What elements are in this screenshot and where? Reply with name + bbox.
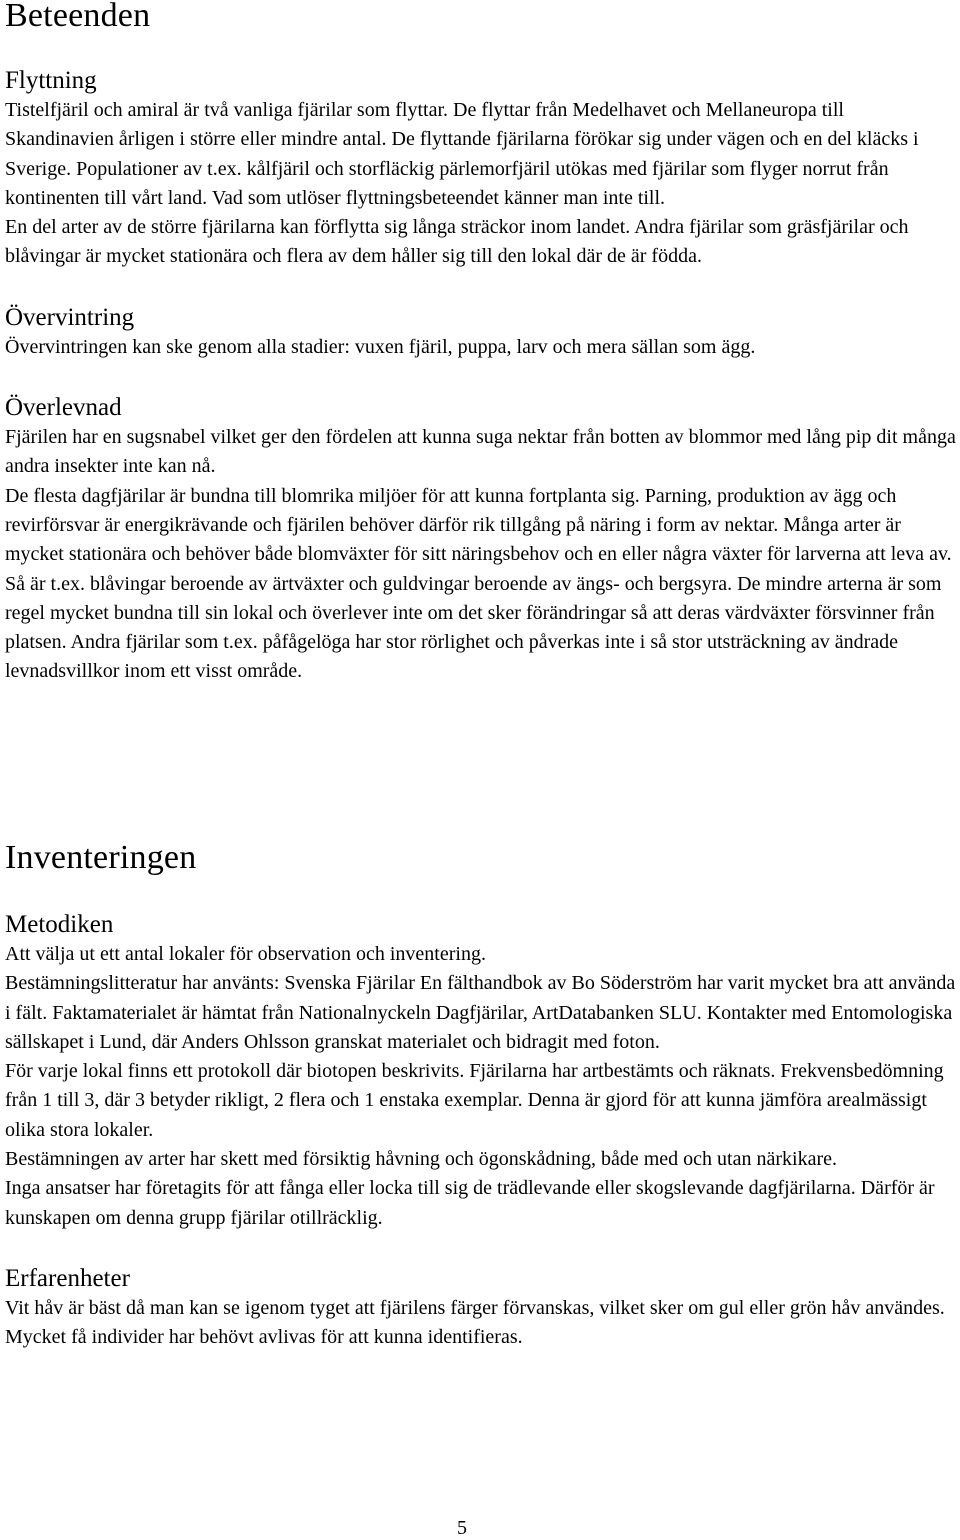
paragraph: Vit håv är bäst då man kan se igenom tyget att fjärilens färger förvanskas, vilket sker om gul eller grön håv användes. Mycket få individer har behövt avlivas för att kunna identifieras. bbox=[5, 1296, 945, 1349]
subsection-heading: Överlevnad bbox=[5, 394, 122, 422]
section-title: Beteenden bbox=[5, 0, 151, 34]
subsection-heading: Erfarenheter bbox=[5, 1264, 130, 1292]
paragraph: Att välja ut ett antal lokaler för observation och inventering. bbox=[5, 943, 486, 965]
section-inventeringen bbox=[5, 840, 957, 1353]
section-title: Inventeringen bbox=[5, 839, 197, 876]
paragraph: En del arter av de större fjärilarna kan förflytta sig långa sträckor inom landet. Andra fjärilar som gräsfjärilar och blåvingar är mycket stationära och flera av dem håller sig till den lokal där de är födda. bbox=[5, 216, 909, 268]
paragraph: Tistelfjäril och amiral är två vanliga fjärilar som flyttar. De flyttar från Medelhavet och Mellaneuropa till Skandinavien årligen i större eller mindre antal. De flyttande fjärilarna förökar sig under vägen och en del kläcks i Sverige. Populationer av t.ex. kålfjäril och storfläckig pärlemorfjäril utökas med fjärilar som flyger norrut från kontinenten till vårt land. Vad som utlöser flyttningsbeteendet känner man inte till. bbox=[5, 99, 919, 209]
section-beteenden bbox=[5, 0, 957, 687]
paragraph: Övervintringen kan ske genom alla stadier: vuxen fjäril, puppa, larv och mera sällan som ägg. bbox=[5, 335, 756, 358]
subsection-heading: Metodiken bbox=[5, 911, 114, 938]
paragraph: Bestämningslitteratur har använts: Svenska Fjärilar En fälthandbok av Bo Söderström har varit mycket bra att använda i fält. Faktamaterialet är hämtat från Nationalnyckeln Dagfjärilar, ArtDatabanken SLU. Kontakter med Entomologiska sällskapet i Lund, där Anders Ohlsson granskat materialet och bidragit med foton. bbox=[5, 972, 956, 1053]
page-number: 5 bbox=[457, 1517, 467, 1539]
subsection-heading: Flyttning bbox=[5, 67, 97, 94]
paragraph: Fjärilen har en sugsnabel vilket ger den fördelen att kunna suga nektar från botten av blommor med lång pip dit många andra insekter inte kan nå. bbox=[5, 426, 956, 478]
paragraph: För varje lokal finns ett protokoll där biotopen beskrivits. Fjärilarna har artbestämts och räknats. Frekvensbedömning från 1 till 3, där 3 betyder rikligt, 2 flera och 1 enstaka exemplar. Denna är gjord för att kunna jämföra arealmässigt olika stora lokaler. bbox=[5, 1060, 944, 1141]
paragraph: De flesta dagfjärilar är bundna till blomrika miljöer för att kunna fortplanta sig. Parning, produktion av ägg och revirförsvar är energikrävande och fjärilen behöver därför rik tillgång på näring i form av nektar. Många arter är mycket stationära och behöver både blomväxter för sitt näringsbehov och en eller några växter för larverna att leva av. Så är t.ex. blåvingar beroende av ärtväxter och guldvingar beroende av ängs- och bergsyra. De mindre arterna är som regel mycket bundna till sin lokal och överlever inte om det sker förändringar så att deras värdväxter försvinner från platsen. Andra fjärilar som t.ex. påfågelöga har stor rörlighet och påverkas inte i så stor utsträckning av ändrade levnadsvillkor inom ett visst område. bbox=[5, 484, 952, 683]
paragraph: Bestämningen av arter har skett med försiktig håvning och ögonskådning, både med och utan närkikare. bbox=[5, 1148, 837, 1171]
paragraph: Inga ansatser har företagits för att fånga eller locka till sig de trädlevande eller skogslevande dagfjärilarna. Därför är kunskapen om denna grupp fjärilar otillräcklig. bbox=[5, 1177, 935, 1229]
subsection-heading: Övervintring bbox=[5, 303, 135, 331]
